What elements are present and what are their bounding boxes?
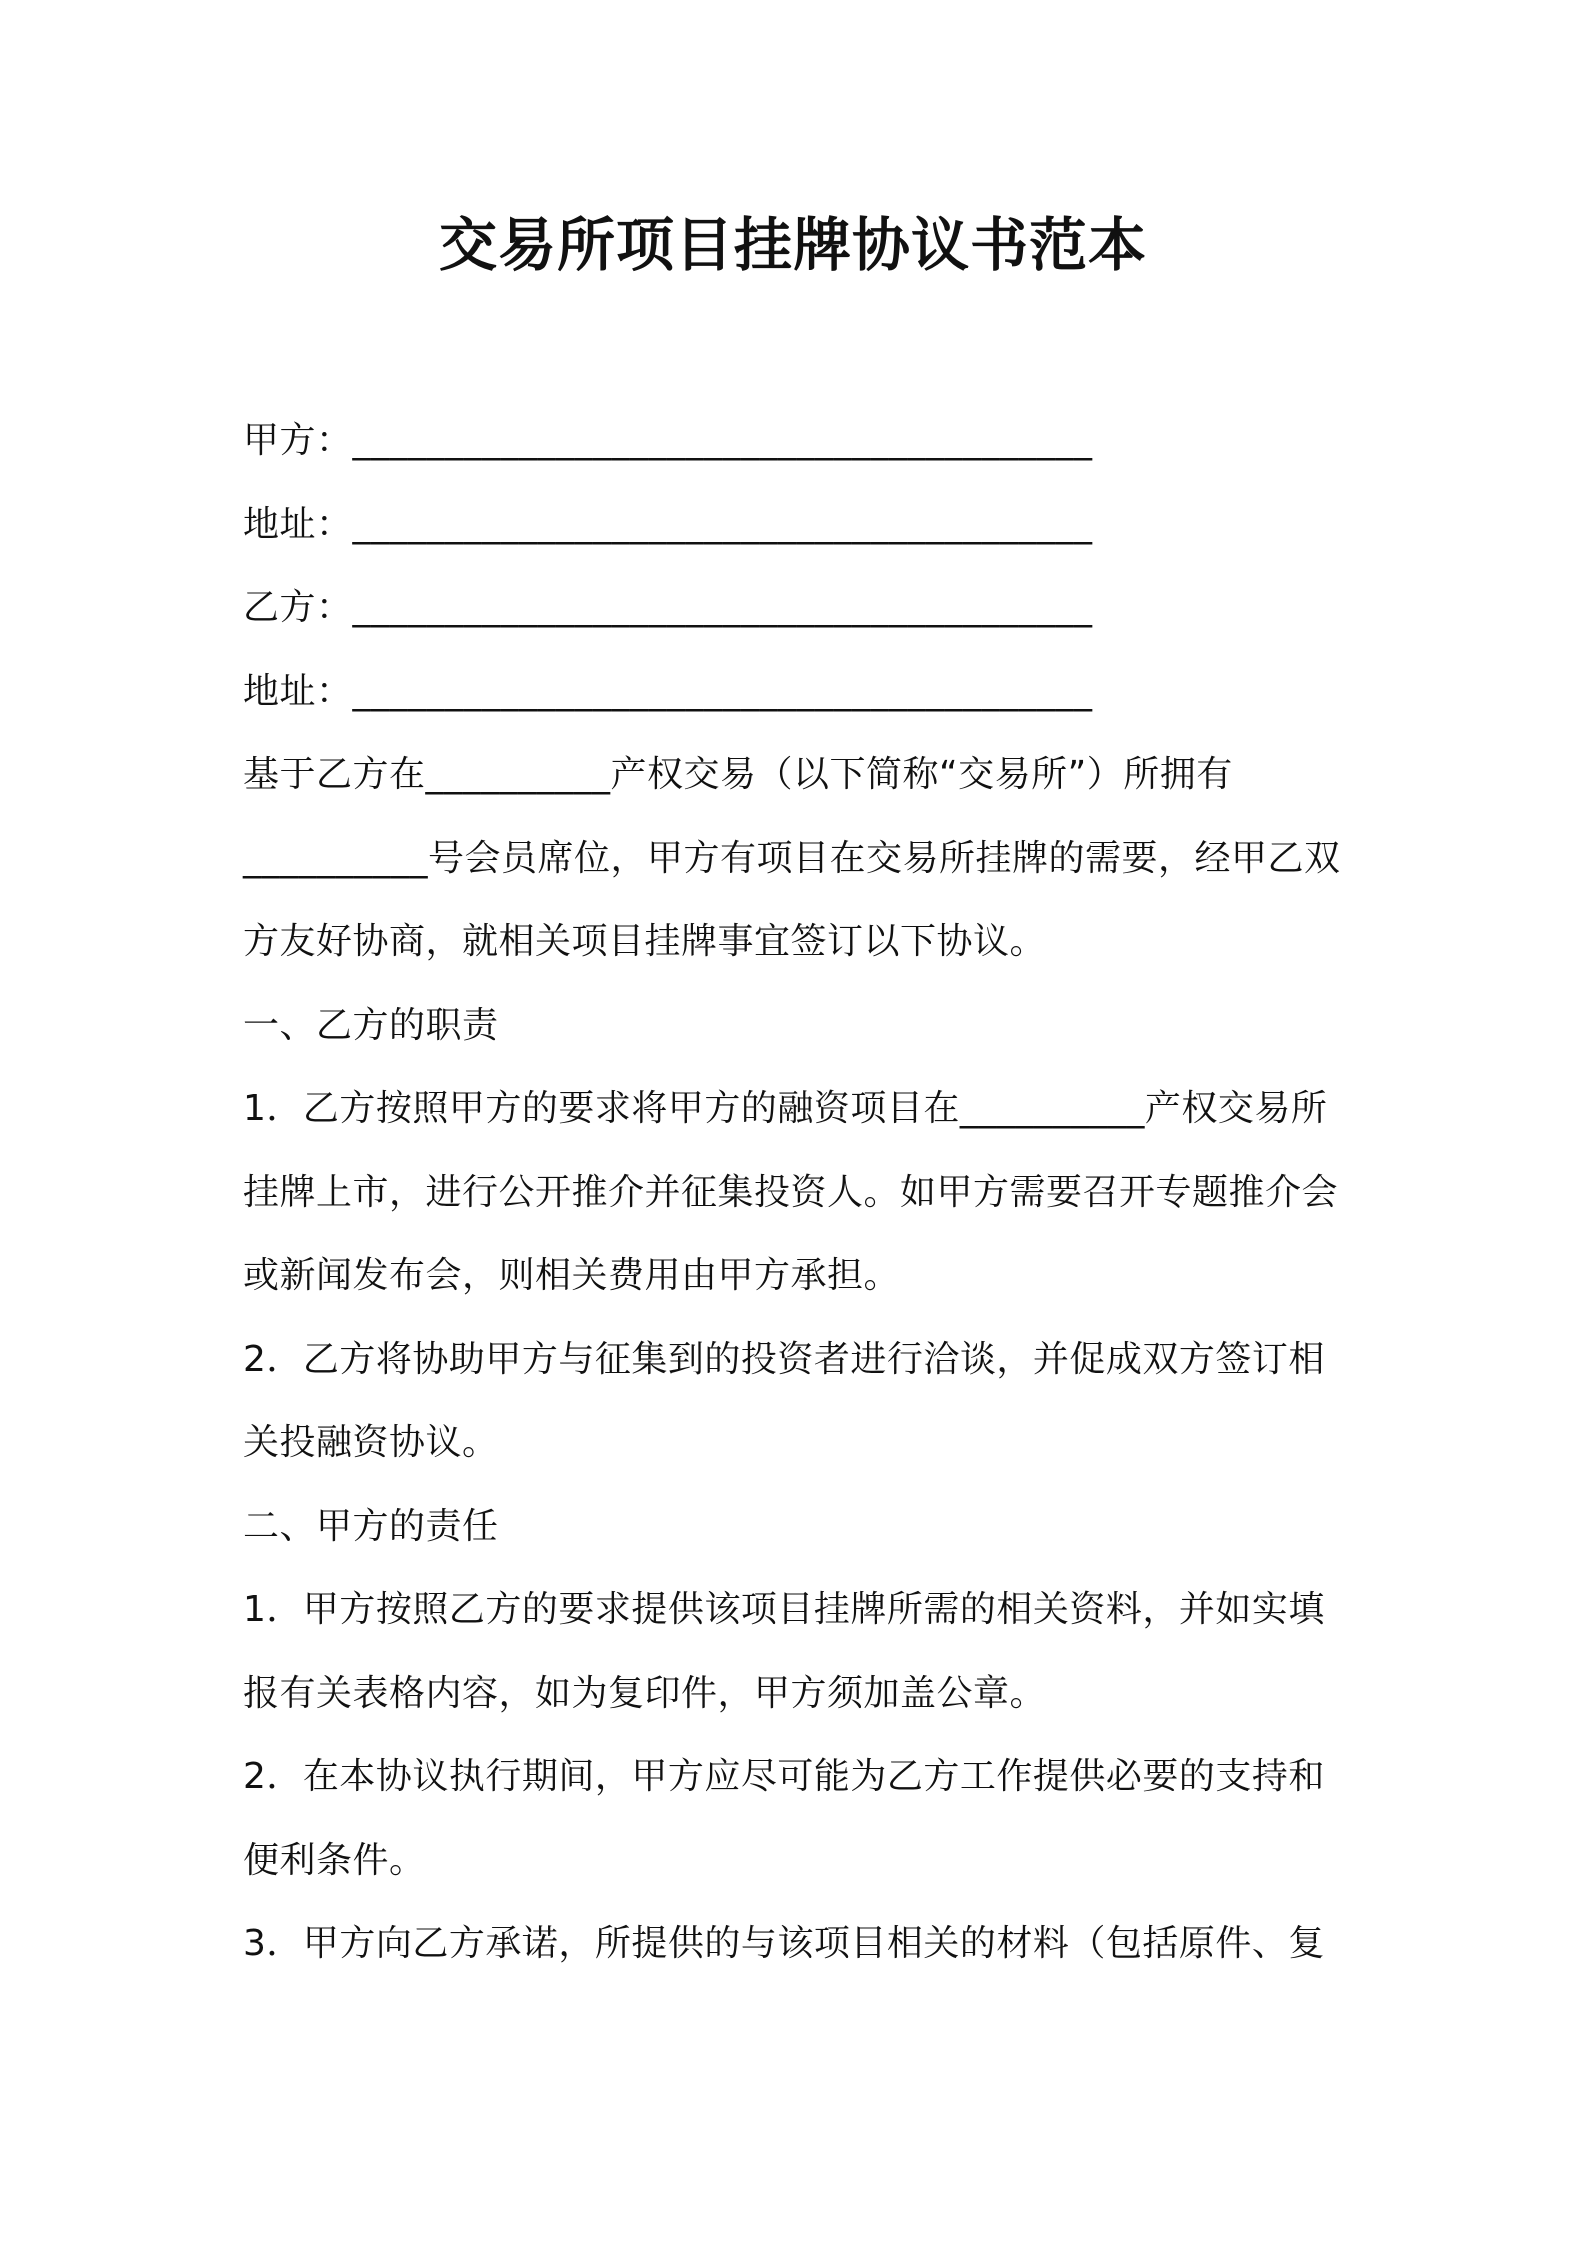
party-a-field: 甲方：________________________________________	[243, 420, 1093, 461]
paragraph-line: 1．甲方按照乙方的要求提供该项目挂牌所需的相关资料，并如实填	[243, 1589, 1325, 1630]
paragraph-line: 报有关表格内容，如为复印件，甲方须加盖公章。	[243, 1673, 1047, 1714]
paragraph-line: 2．乙方将协助甲方与征集到的投资者进行洽谈，并促成双方签订相	[243, 1339, 1325, 1380]
section-heading: 二、甲方的责任	[243, 1506, 499, 1547]
paragraph-line: 方友好协商，就相关项目挂牌事宜签订以下协议。	[243, 921, 1047, 962]
party-b-address-field: 地址：________________________________________	[243, 671, 1093, 712]
party-b-field: 乙方：________________________________________	[243, 587, 1093, 628]
document-title: 交易所项目挂牌协议书范本	[438, 211, 1147, 279]
paragraph-line: __________号会员席位，甲方有项目在交易所挂牌的需要，经甲乙双	[243, 838, 1341, 879]
paragraph-line: 或新闻发布会，则相关费用由甲方承担。	[243, 1255, 901, 1296]
paragraph-line: 3．甲方向乙方承诺，所提供的与该项目相关的材料（包括原件、复	[243, 1923, 1325, 1964]
paragraph-line: 基于乙方在__________产权交易（以下简称“交易所”）所拥有	[243, 754, 1233, 795]
paragraph-line: 挂牌上市，进行公开推介并征集投资人。如甲方需要召开专题推介会	[243, 1172, 1339, 1213]
party-a-address-field: 地址：________________________________________	[243, 504, 1093, 545]
paragraph-line: 便利条件。	[243, 1840, 426, 1881]
section-heading: 一、乙方的职责	[243, 1005, 499, 1046]
paragraph-line: 关投融资协议。	[243, 1422, 499, 1463]
paragraph-line: 2．在本协议执行期间，甲方应尽可能为乙方工作提供必要的支持和	[243, 1756, 1325, 1797]
paragraph-line: 1．乙方按照甲方的要求将甲方的融资项目在__________产权交易所	[243, 1088, 1328, 1129]
